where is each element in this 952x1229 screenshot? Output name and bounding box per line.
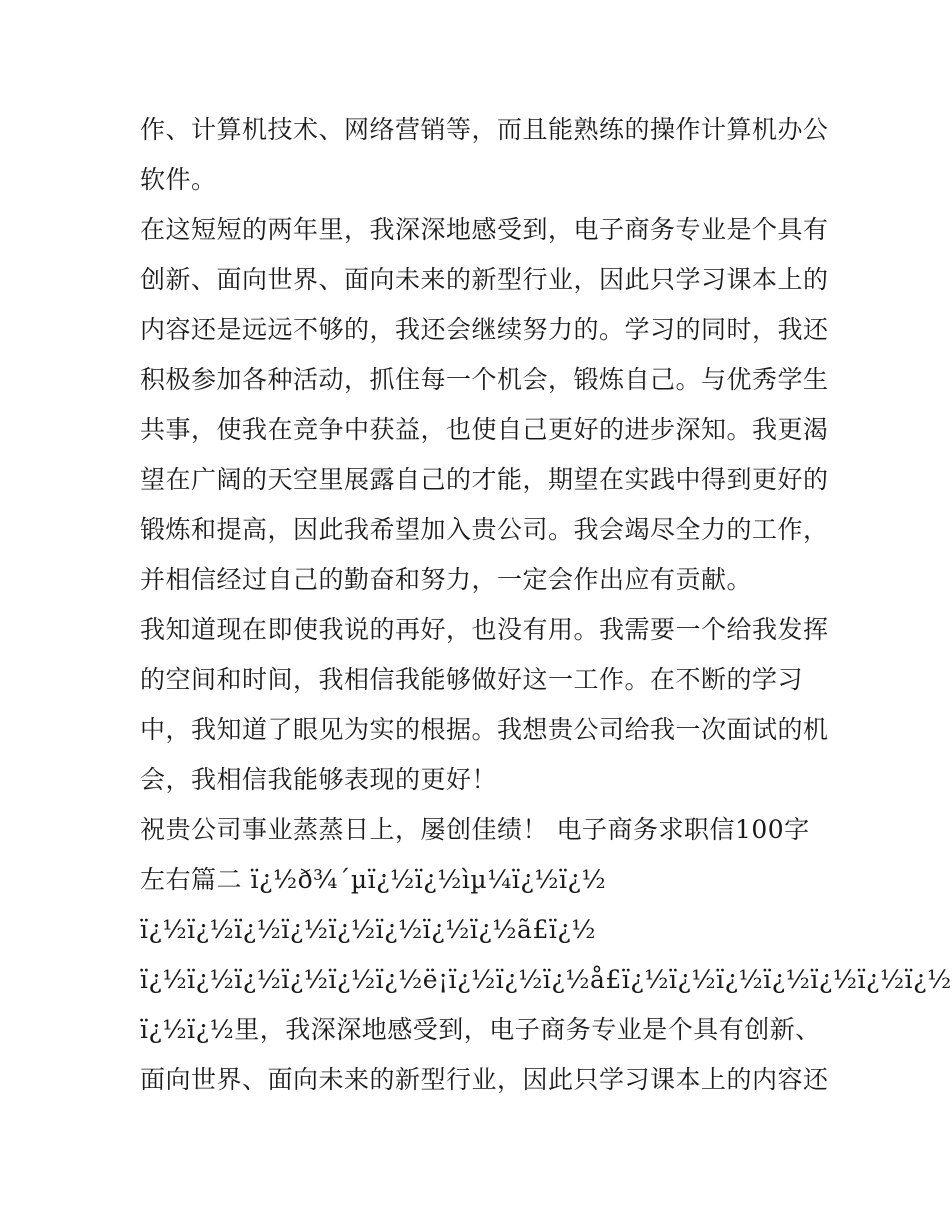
text-line: 创新、面向世界、面向未来的新型行业，因此只学习课本上的 [140,265,829,294]
text-line: 祝贵公司事业蒸蒸日上，屡创佳绩！ 电子商务求职信100字 [140,815,810,844]
text-line: 左右篇二 ï¿½ð¾´µï¿½ï¿½ìµ¼ï¿½ï¿½ [140,865,607,894]
text-line: ï¿½ï¿½里，我深深地感受到，电子商务专业是个具有创新、 [140,1015,821,1044]
text-line: 作、计算机技术、网络营销等，而且能熟练的操作计算机办公 [140,115,829,144]
text-line: 会，我相信我能够表现的更好！ [140,765,498,794]
text-line: 软件。 [140,165,217,194]
text-line: 中，我知道了眼见为实的根据。我想贵公司给我一次面试的机 [140,715,829,744]
text-line: 的空间和时间，我相信我能够做好这一工作。在不断的学习 [140,665,804,694]
text-line: 并相信经过自己的勤奋和努力，一定会作出应有贡献。 [140,565,753,594]
text-line: 望在广阔的天空里展露自己的才能，期望在实践中得到更好的 [140,465,829,494]
text-line: 面向世界、面向未来的新型行业，因此只学习课本上的内容还 [140,1065,829,1094]
text-line: 内容还是远远不够的，我还会继续努力的。学习的同时，我还 [140,315,829,344]
text-line: 在这短短的两年里，我深深地感受到，电子商务专业是个具有 [140,215,829,244]
text-line: ï¿½ï¿½ï¿½ï¿½ï¿½ï¿½ï¿½ï¿½ã£ï¿½ [140,915,596,944]
text-line: 锻炼和提高，因此我希望加入贵公司。我会竭尽全力的工作， [140,515,829,544]
text-line: 共事，使我在竞争中获益，也使自己更好的进步深知。我更渴 [140,415,829,444]
text-line: 积极参加各种活动，抓住每一个机会，锻炼自己。与优秀学生 [140,365,829,394]
text-line: 我知道现在即使我说的再好，也没有用。我需要一个给我发挥 [140,615,829,644]
text-line: ï¿½ï¿½ï¿½ï¿½ï¿½ï¿½ë¡ï¿½ï¿½ï¿½å£ï¿½ï¿½ï¿½ï¿½ï¿½ï¿½ï¿½ [140,965,952,994]
